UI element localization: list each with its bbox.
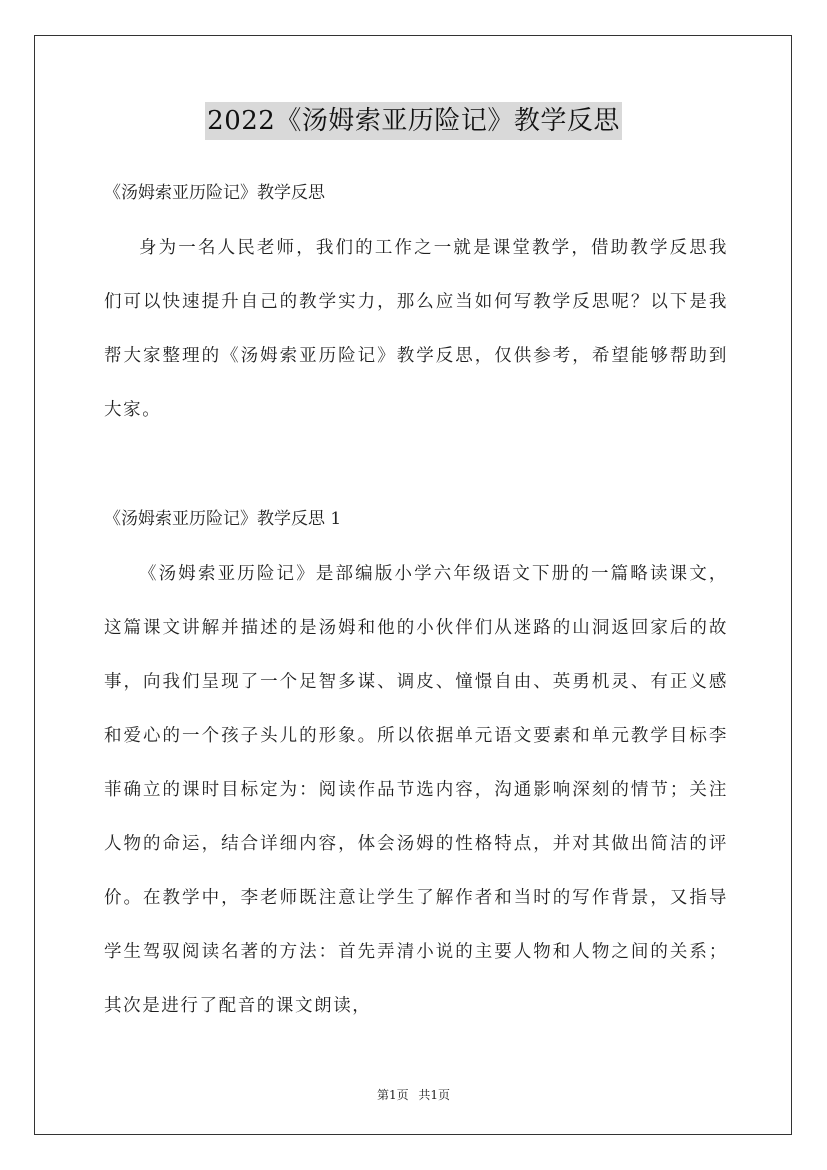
document-title-wrapper (0, 102, 827, 140)
intro-paragraph: 身为一名人民老师，我们的工作之一就是课堂教学，借助教学反思我们可以快速提升自己的教学实力，那么应当如何写教学反思呢？以下是我帮大家整理的《汤姆索亚历险记》教学反思，仅供参考，希望能够帮助到大家。 (104, 238, 728, 420)
page-total: 共1页 (418, 1088, 451, 1102)
section-1-heading: 《汤姆索亚历险记》教学反思 1 (104, 509, 342, 529)
document-title: 2022《汤姆索亚历险记》教学反思 (205, 102, 622, 140)
document-subtitle: 《汤姆索亚历险记》教学反思 (104, 183, 325, 203)
page-footer (0, 1086, 827, 1103)
page-number: 第1页 (376, 1088, 409, 1102)
section-1-paragraph: 《汤姆索亚历险记》是部编版小学六年级语文下册的一篇略读课文，这篇课文讲解并描述的是汤姆和他的小伙伴们从迷路的山洞返回家后的故事，向我们呈现了一个足智多谋、调皮、憧憬自由、英勇机灵、有正义感和爱心的一个孩子头儿的形象。所以依据单元语文要素和单元教学目标李菲确立的课时目标定为：阅读作品节选内容，沟通影响深刻的情节；关注人物的命运，结合详细内容，体会汤姆的性格特点，并对其做出简洁的评价。在教学中，李老师既注意让学生了解作者和当时的写作背景，又指导学生驾驭阅读名著的方法：首先弄清小说的主要人物和人物之间的关系；其次是进行了配音的课文朗读， (104, 564, 728, 1016)
